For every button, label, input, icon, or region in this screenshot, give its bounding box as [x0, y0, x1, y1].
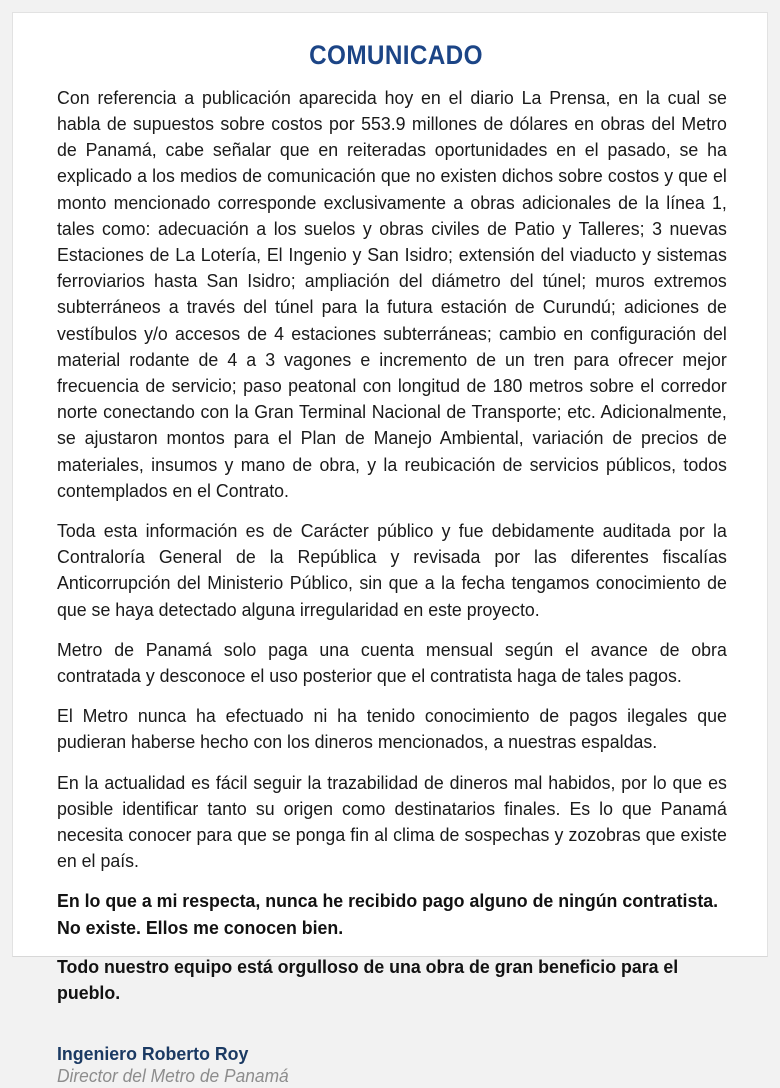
body-text — [57, 85, 735, 1007]
signature-name: Ingeniero Roberto Roy — [57, 1043, 249, 1065]
paragraph-6-emphasis: En lo que a mi respecta, nunca he recibido pago alguno de ningún contratista. No existe. Ellos me conocen bien. — [57, 890, 719, 938]
page-title: COMUNICADO — [309, 40, 483, 70]
paragraph-2: Toda esta información es de Carácter público y fue debidamente auditada por la Contraloría General de la República y revisada por las diferentes fiscalías Anticorrupción del Ministerio Público, sin que a la fecha tengamos conocimiento de que se haya detectado alguna irregularidad en este proyecto. — [57, 519, 727, 620]
paragraph-1: Con referencia a publicación aparecida hoy en el diario La Prensa, en la cual se habla de supuestos sobre costos por 553.9 millones de dólares en obras del Metro de Panamá, cabe señalar que en reiteradas oportunidades en el pasado, se ha explicado a los medios de comunicación que no existen dichos sobre costos y que el monto mencionado corresponde exclusivamente a obras adicionales de la línea 1, tales como: adecuación a los suelos y obras civiles de Patio y Talleres; 3 nuevas Estaciones de La Lotería, El Ingenio y San Isidro; extensión del viaducto y sistemas ferroviarios hasta San Isidro; ampliación del diámetro del túnel; muros extremos subterráneos a través del túnel para la futura estación de Curundú; adiciones de vestíbulos y/o accesos de 4 estaciones subterráneas; cambio en configuración del material rodante de 4 a 3 vagones e incremento de un tren para ofrecer mejor frecuencia de servicio; paso peatonal con longitud de 180 metros sobre el corredor norte conectando con la Gran Terminal Nacional de Transporte; etc. Adicionalmente, se ajustaron montos para el Plan de Manejo Ambiental, variación de precios de materiales, insumos y mano de obra, y la reubicación de servicios públicos, todos contemplados en el Contrato. — [57, 86, 727, 501]
paragraph-3: Metro de Panamá solo paga una cuenta mensual según el avance de obra contratada y desconoce el uso posterior que el contratista haga de tales pagos. — [57, 638, 727, 686]
paragraph-7-emphasis: Todo nuestro equipo está orgulloso de una obra de gran beneficio para el pueblo. — [57, 955, 679, 1003]
paragraph-4: El Metro nunca ha efectuado ni ha tenido conocimiento de pagos ilegales que pudieran haberse hecho con los dineros mencionados, a nuestras espaldas. — [57, 705, 727, 753]
document-page — [12, 12, 768, 1087]
document-content — [13, 13, 767, 1088]
paragraph-5: En la actualidad es fácil seguir la trazabilidad de dineros mal habidos, por lo que es posible identificar tanto su origen como destinatarios finales. Es lo que Panamá necesita conocer para que se ponga fin al clima de sospechas y zozobras que existe en el país. — [57, 771, 727, 872]
signature-role: Director del Metro de Panamá — [57, 1066, 289, 1087]
signature-block — [57, 1042, 704, 1088]
